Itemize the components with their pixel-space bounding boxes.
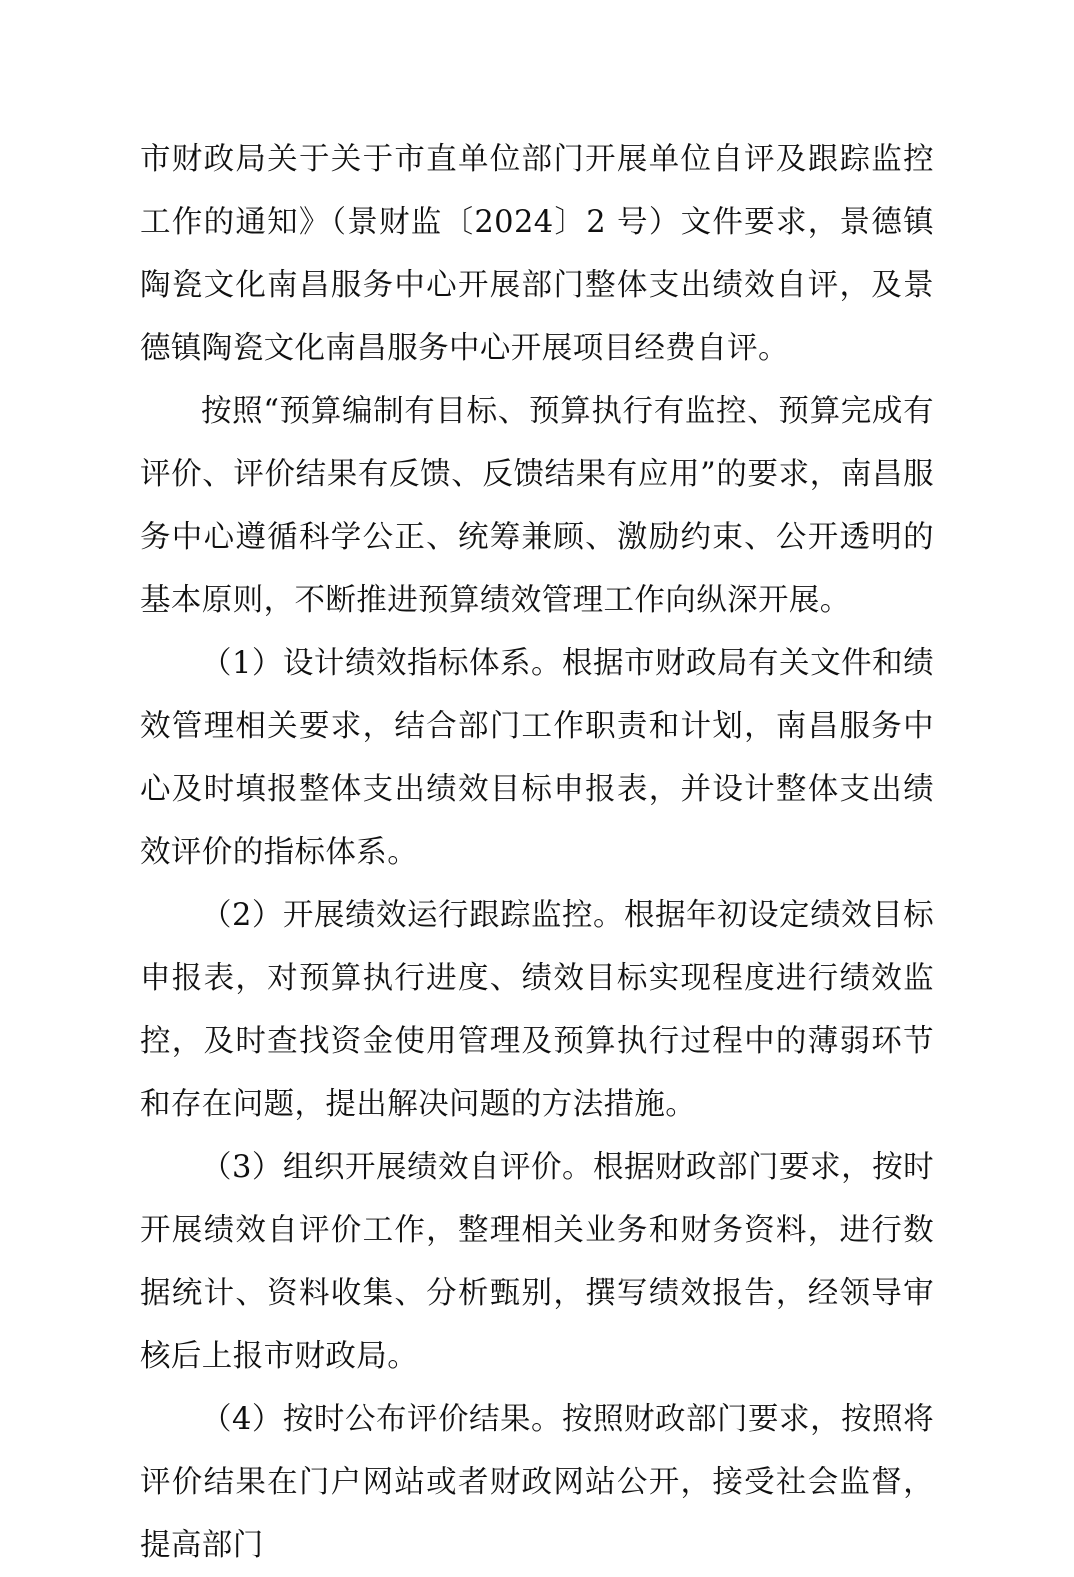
document-body bbox=[140, 128, 934, 1577]
paragraph-5: （3）组织开展绩效自评价。根据财政部门要求，按时开展绩效自评价工作，整理相关业务和财务资料，进行数据统计、资料收集、分析甄别，撰写绩效报告，经领导审核后上报市财政局。 bbox=[140, 1150, 934, 1374]
paragraph-4: （2）开展绩效运行跟踪监控。根据年初设定绩效目标申报表，对预算执行进度、绩效目标实现程度进行绩效监控，及时查找资金使用管理及预算执行过程中的薄弱环节和存在问题，提出解决问题的方法措施。 bbox=[140, 898, 934, 1122]
paragraph-3: （1）设计绩效指标体系。根据市财政局有关文件和绩效管理相关要求，结合部门工作职责和计划，南昌服务中心及时填报整体支出绩效目标申报表，并设计整体支出绩效评价的指标体系。 bbox=[140, 646, 934, 870]
paragraph-1: 市财政局关于关于市直单位部门开展单位自评及跟踪监控工作的通知》（景财监〔2024〕2 号）文件要求，景德镇陶瓷文化南昌服务中心开展部门整体支出绩效自评，及景德镇陶瓷文化南昌服务中心开展项目经费自评。 bbox=[140, 142, 934, 366]
paragraph-6: （4）按时公布评价结果。按照财政部门要求，按照将评价结果在门户网站或者财政网站公开，接受社会监督，提高部门 bbox=[140, 1402, 934, 1563]
paragraph-2: 按照“预算编制有目标、预算执行有监控、预算完成有评价、评价结果有反馈、反馈结果有应用”的要求，南昌服务中心遵循科学公正、统筹兼顾、激励约束、公开透明的基本原则，不断推进预算绩效管理工作向纵深开展。 bbox=[140, 394, 934, 618]
